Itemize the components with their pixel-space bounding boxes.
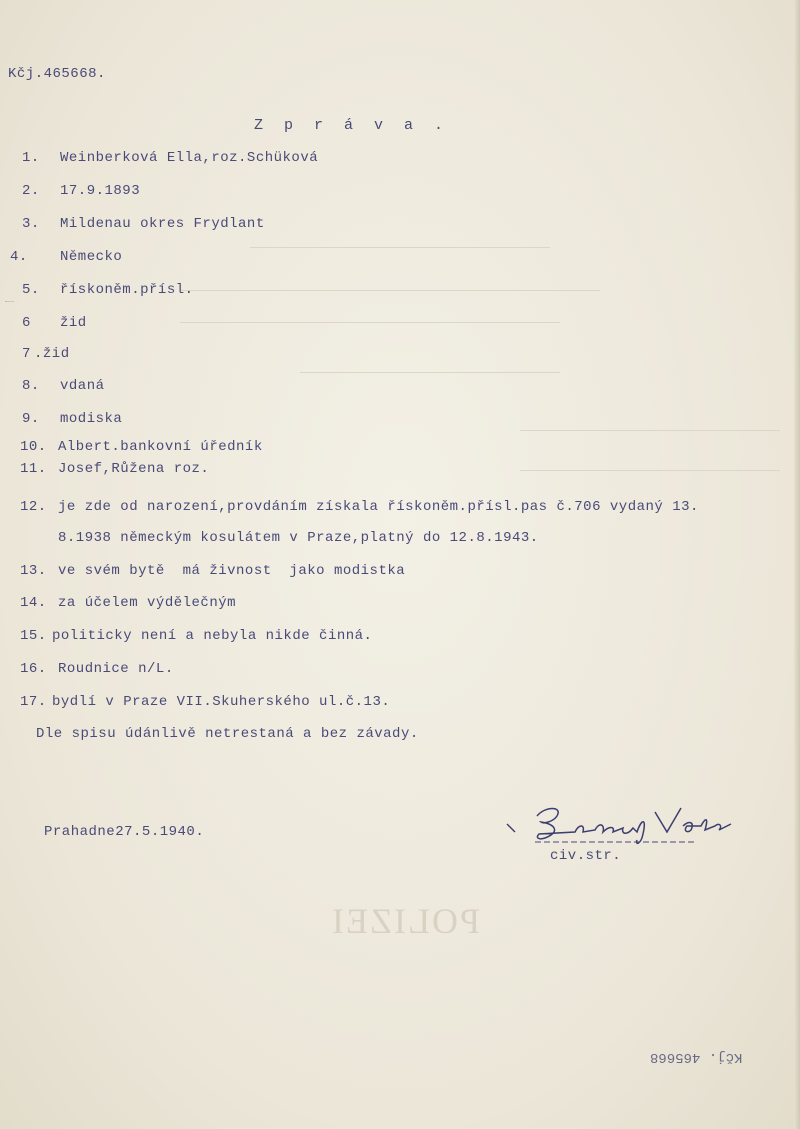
signature-text: Benžinek Václav	[5, 302, 15, 303]
list-item: 7 .žid	[22, 346, 70, 362]
bleed-through-stamp: POLIZEI	[330, 901, 480, 941]
list-item: 15. politicky není a nebyla nikde činná.	[20, 628, 373, 644]
list-item: 2. 17.9.1893	[22, 183, 141, 199]
list-item: 14. za účelem výdělečným	[20, 595, 237, 611]
bleed-through-line	[180, 290, 600, 291]
list-item: 17. bydlí v Praze VII.Skuherského ul.č.13.	[20, 694, 391, 710]
reverse-reference: Kčj. 465668	[650, 1049, 743, 1065]
list-item: 6 žid	[22, 315, 87, 331]
bleed-through-line	[520, 470, 780, 471]
list-item: 16. Roudnice n/L.	[20, 661, 174, 677]
place-date: Prahadne27.5.1940.	[44, 824, 205, 840]
list-item: 5. řískoněm.přísl.	[22, 282, 194, 298]
list-item: 4. Německo	[10, 249, 123, 265]
list-item: 8. vdaná	[22, 378, 105, 394]
bleed-through-line	[250, 247, 550, 248]
bleed-through-line	[520, 430, 780, 431]
page-edge-shadow	[794, 0, 800, 1129]
list-item: 10. Albert.bankovní úředník	[20, 439, 263, 455]
list-item: 3. Mildenau okres Frydlant	[22, 216, 265, 232]
list-item: 1. Weinberková Ella,roz.Schüková	[22, 150, 319, 166]
reference-number: Kčj.465668.	[8, 66, 106, 82]
bleed-through-line	[180, 322, 560, 323]
document-title: Z p r á v a .	[254, 117, 450, 134]
bleed-through-line	[300, 372, 560, 373]
list-item-continuation: 8.1938 německým kosulátem v Praze,platný do 12.8.1943.	[58, 530, 539, 546]
closing-remark: Dle spisu údánlivě netrestaná a bez závady.	[36, 726, 419, 742]
signer-role: civ.str.	[550, 848, 622, 864]
list-item: 12. je zde od narození,provdáním získala řískoněm.přísl.pas č.706 vydaný 13.	[20, 499, 699, 515]
list-item: 9. modiska	[22, 411, 123, 427]
list-item: 11. Josef,Růžena roz.	[20, 461, 210, 477]
list-item: 13. ve svém bytě má živnost jako modistka	[20, 563, 406, 579]
